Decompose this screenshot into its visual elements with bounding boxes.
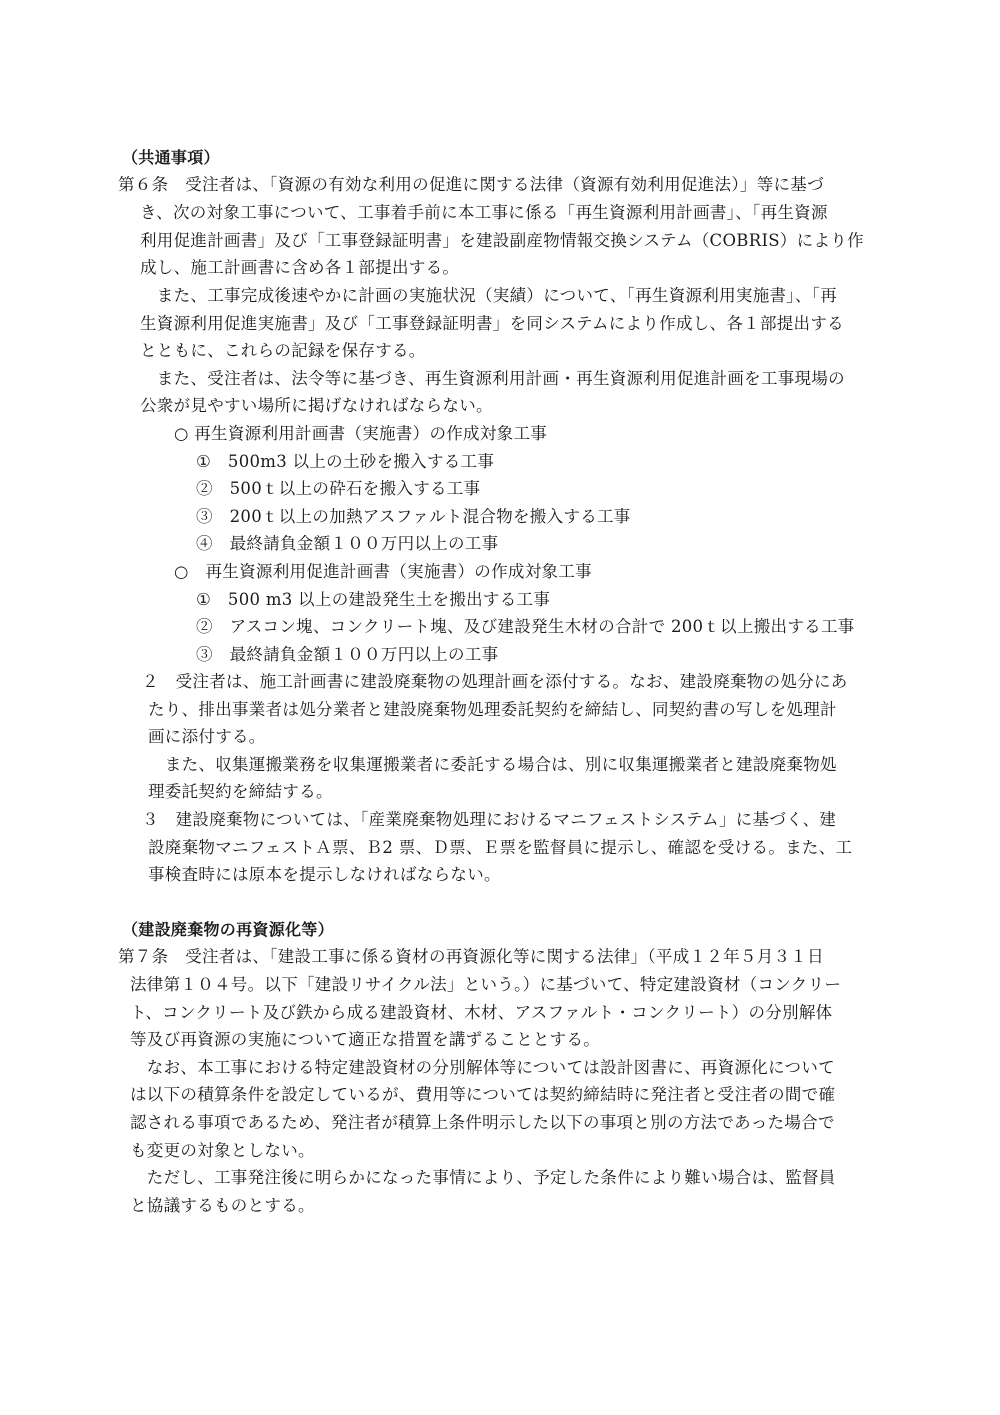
- clause-3-line-3: 事検査時には原本を提示しなければならない。: [148, 865, 501, 884]
- clause-2-line-4: また、収集運搬業務を収集運搬業者に委託する場合は、別に収集運搬業者と建設廃棄物処: [148, 755, 837, 774]
- article-7-line-5: なお、本工事における特定建設資材の分別解体等については設計図書に、再資源化について: [130, 1058, 835, 1077]
- article-6-line-6: 生資源利用促進実施書」及び「工事登録証明書」を同システムにより作成し、各１部提出する: [140, 314, 844, 333]
- article-6-line-3: 利用促進計画書」及び「工事登録証明書」を建設副産物情報交換システム（COBRIS）により作: [140, 231, 864, 250]
- article-6-line-4: 成し、施工計画書に含め各１部提出する。: [140, 258, 460, 277]
- article-7-line-2: 法律第１０４号。以下「建設リサイクル法」という。）に基づいて、特定建設資材（コンクリー: [130, 975, 842, 994]
- list-item-2: ② アスコン塊、コンクリート塊、及び建設発生木材の合計で 200ｔ以上搬出する工事: [196, 617, 855, 636]
- list-item-3: ③ 最終請負金額１００万円以上の工事: [196, 645, 499, 664]
- article-6-line-1: 第６条 受注者は、「資源の有効な利用の促進に関する法律（資源有効利用促進法）」等に基づ: [118, 175, 824, 194]
- list-item-2: ② 500ｔ以上の砕石を搬入する工事: [196, 479, 481, 498]
- article-7-line-4: 等及び再資源の実施について適正な措置を講ずることとする。: [130, 1030, 601, 1049]
- clause-3-line-2: 設廃棄物マニフェストＡ票、Ｂ2 票、Ｄ票、Ｅ票を監督員に提示し、確認を受ける。また、工: [148, 838, 853, 857]
- clause-2-line-3: 画に添付する。: [148, 727, 266, 746]
- clause-2-line-2: たり、排出事業者は処分業者と建設廃棄物処理委託契約を締結し、同契約書の写しを処理計: [148, 700, 837, 719]
- list-item-4: ④ 最終請負金額１００万円以上の工事: [196, 534, 499, 553]
- article-7-line-7: 認される事項であるため、発注者が積算上条件明示した以下の事項と別の方法であった場合で: [130, 1113, 835, 1132]
- article-7-line-10: と協議するものとする。: [130, 1196, 315, 1215]
- clause-3-line-1: ３ 建設廃棄物については、「産業廃棄物処理におけるマニフェストシステム」に基づく、建: [142, 810, 837, 829]
- article-7-line-8: も変更の対象としない。: [130, 1141, 315, 1160]
- section-heading-recycling: （建設廃棄物の再資源化等）: [122, 920, 334, 939]
- article-7-line-1: 第７条 受注者は、「建設工事に係る資材の再資源化等に関する法律」（平成１２年５月３１日: [118, 947, 824, 966]
- article-6-line-2: き、次の対象工事について、工事着手前に本工事に係る「再生資源利用計画書」、「再生資源: [140, 203, 828, 222]
- article-6-line-9: 公衆が見やすい場所に掲げなければならない。: [140, 396, 493, 415]
- list-item-1: ① 500 m3 以上の建設発生土を搬出する工事: [196, 590, 551, 609]
- clause-2-line-5: 理委託契約を締結する。: [148, 782, 333, 801]
- list-heading-recycle-promotion-plan: ○ 再生資源利用促進計画書（実施書）の作成対象工事: [174, 562, 592, 581]
- list-item-3: ③ 200ｔ以上の加熱アスファルト混合物を搬入する工事: [196, 507, 631, 526]
- article-6-line-7: とともに、これらの記録を保存する。: [140, 341, 426, 360]
- list-heading-recycle-use-plan: ○ 再生資源利用計画書（実施書）の作成対象工事: [174, 424, 548, 443]
- clause-2-line-1: ２ 受注者は、施工計画書に建設廃棄物の処理計画を添付する。なお、建設廃棄物の処分にあ: [142, 672, 848, 691]
- article-7-line-9: ただし、工事発注後に明らかになった事情により、予定した条件により難い場合は、監督員: [130, 1168, 836, 1187]
- article-7-line-3: ト、コンクリート及び鉄から成る建設資材、木材、アスファルト・コンクリート）の分別解体: [130, 1003, 833, 1022]
- list-item-1: ① 500m3 以上の土砂を搬入する工事: [196, 452, 495, 471]
- section-heading-common: （共通事項）: [122, 148, 220, 167]
- article-6-line-5: また、工事完成後速やかに計画の実施状況（実績）について、「再生資源利用実施書」、「再: [140, 286, 837, 305]
- article-6-line-8: また、受注者は、法令等に基づき、再生資源利用計画・再生資源利用促進計画を工事現場の: [140, 369, 845, 388]
- article-7-line-6: は以下の積算条件を設定しているが、費用等については契約締結時に発注者と受注者の間で確: [130, 1085, 836, 1104]
